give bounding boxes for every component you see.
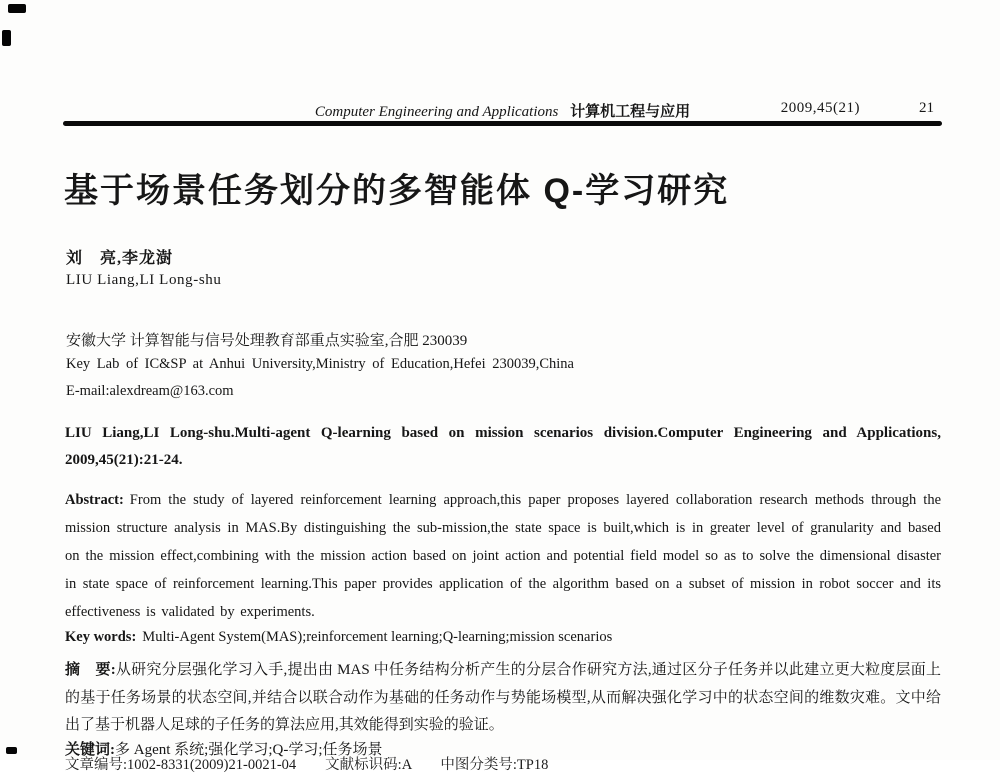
abstract-chinese-label: 摘 要: [65, 662, 116, 678]
journal-issue: 2009,45(21) [780, 100, 860, 116]
scan-artifact [8, 4, 26, 13]
abstract-chinese-text: 从研究分层强化学习入手,提出由 MAS 中任务结构分析产生的分层合作研究方法,通过区分子任务并以此建立更大粒度层面上的基于任务场景的状态空间,并结合以联合动作为基础的任务动作与势能场模型,从而解决强化学习中的状态空间的维数灾难。文中给出了基于机器人足球的子任务的算法应用,其效能得到实验的验证。 [65, 662, 941, 733]
header-rule [63, 121, 942, 126]
keywords-chinese-text: 多 Agent 系统;强化学习;Q-学习;任务场景 [115, 742, 383, 758]
paper-title: 基于场景任务划分的多智能体 Q-学习研究 [64, 172, 730, 210]
keywords-chinese-label: 关键词: [65, 742, 115, 758]
journal-name-chinese: 计算机工程与应用 [570, 104, 691, 120]
affiliation-chinese: 安徽大学 计算智能与信号处理教育部重点实验室,合肥 230039 [66, 333, 468, 349]
keywords-label: Key words: [65, 629, 137, 645]
abstract-english-text: From the study of layered reinforcement learning approach,this paper proposes layered collaboration research methods through the mission structure analysis in MAS.By distinguishing the sub-mission,the state space is built,which is in greater level of granularity and based on the mission effect,combining with the mission action based on joint action and potential field model so as to solve the dimensional disaster in state space of reinforcement learning.This paper provides application of the algorithm based on a subset of mission in robot soccer and its effectiveness is validated by experiments. [65, 492, 941, 620]
clipped-footer-line: 文章编号:1002-8331(2009)21-0021-04 文献标识码:A 中图分类号:TP18 [65, 757, 549, 773]
abstract-chinese [65, 657, 941, 740]
authors-chinese: 刘 亮,李龙澍 [66, 250, 174, 267]
keywords-english [65, 629, 941, 646]
abstract-label: Abstract: [65, 492, 124, 508]
email-line: E-mail:alexdream@163.com [66, 383, 234, 399]
keywords-english-text: Multi-Agent System(MAS);reinforcement learning;Q-learning;mission scenarios [142, 629, 613, 645]
journal-header [65, 100, 940, 120]
scan-artifact [6, 747, 17, 754]
scan-artifact [2, 30, 11, 46]
authors-english: LIU Liang,LI Long-shu [66, 272, 222, 288]
affiliation-english: Key Lab of IC&SP at Anhui University,Ministry of Education,Hefei 230039,China [66, 356, 574, 372]
citation-line: LIU Liang,LI Long-shu.Multi-agent Q-learning based on mission scenarios division.Computer Engineering and Applications, 2009,45(21):21-24. [65, 425, 941, 468]
journal-name-english: Computer Engineering and Applications [314, 104, 559, 120]
page-number: 21 [919, 100, 934, 116]
abstract-english [65, 486, 941, 626]
